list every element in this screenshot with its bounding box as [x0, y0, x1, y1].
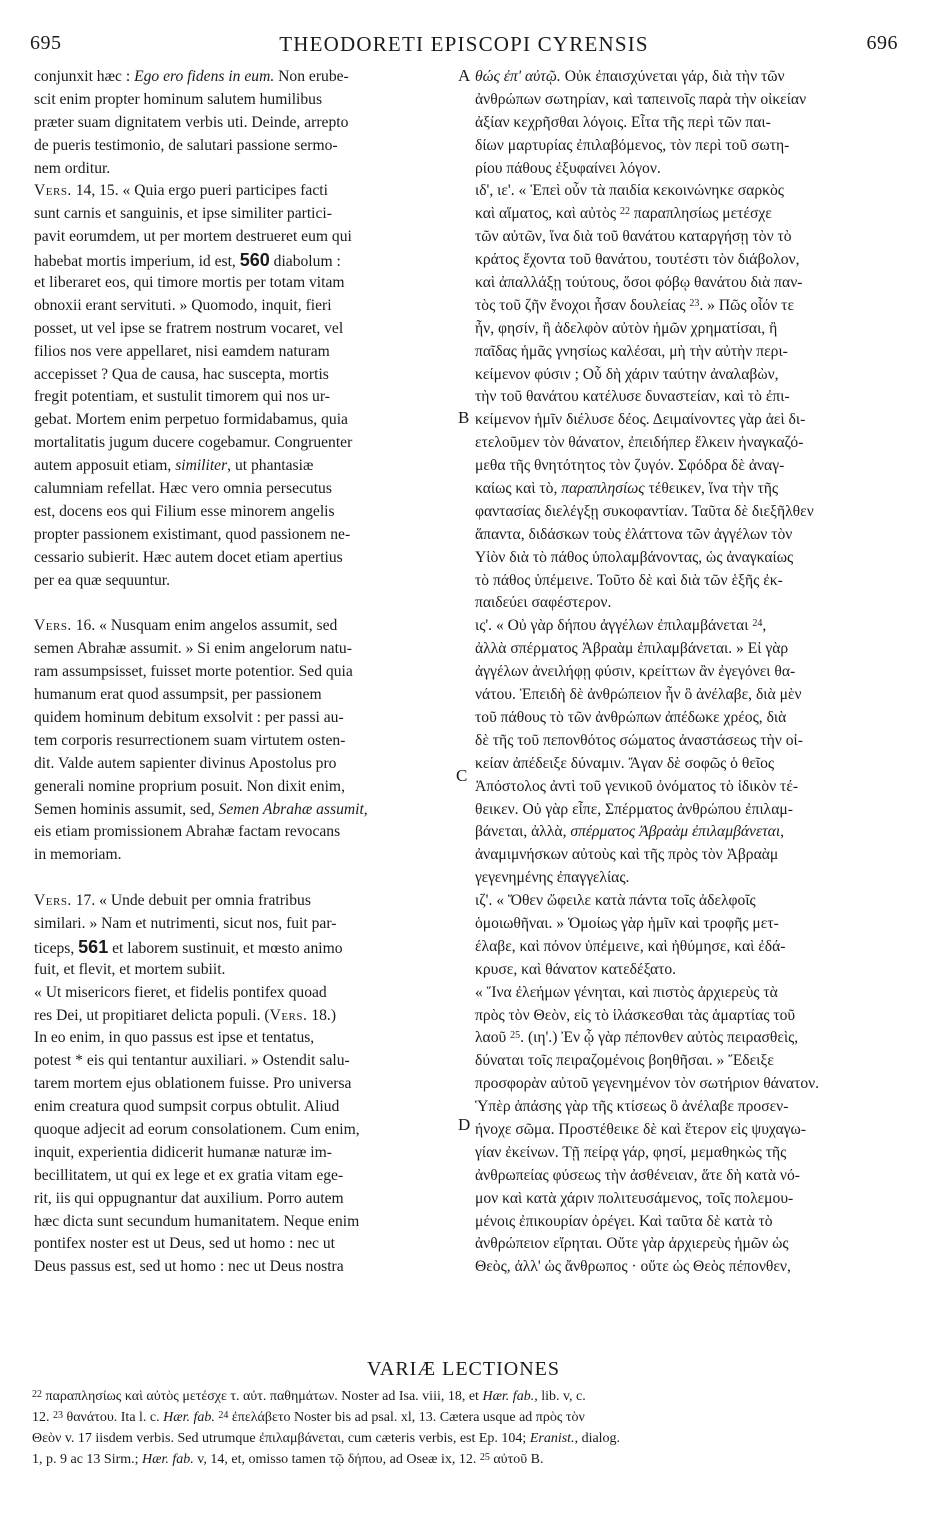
text-run: Θεὸν v. 17 iisdem verbis. Sed utrumque ἐπιλαμβάνεται, cum cæteris verbis, est Ep. 104; — [32, 1431, 530, 1446]
text-run: autem apposuit etiam, — [34, 457, 176, 475]
latin-line — [34, 821, 452, 844]
text-run: 18.) — [307, 1006, 337, 1024]
latin-line — [34, 959, 452, 982]
latin-line — [34, 776, 452, 799]
verse-label: Vers. — [269, 1006, 308, 1024]
greek-line — [475, 364, 895, 387]
text-run: ετελοῦμεν τὸν θάνατον, ἐπειδήπερ ἕλκειν ἠναγκαζό- — [475, 434, 804, 452]
text-run: καίως καὶ τὸ, — [475, 480, 562, 498]
greek-line — [475, 386, 895, 409]
greek-line — [475, 135, 895, 158]
variae-lectiones-notes — [32, 1386, 900, 1470]
greek-line — [475, 158, 895, 181]
text-run: 16. « Nusquam enim angelos assumit, sed — [71, 617, 338, 635]
text-run: nem orditur. — [34, 159, 111, 177]
variant-note-line — [32, 1386, 900, 1407]
text-run: καὶ ἀπαλλάξῃ τούτους, ὅσοι φόβῳ θανάτου διὰ παν- — [475, 274, 803, 292]
text-run: κράτος ἔχοντα τοῦ θανάτου, τουτέστι τὸν διάβολον, — [475, 251, 800, 269]
verse-label: Vers. — [34, 892, 72, 910]
latin-line — [34, 226, 452, 249]
latin-line — [34, 1027, 452, 1050]
greek-line — [475, 66, 895, 89]
text-run: ἅπαντα, διδάσκων τοὺς ἐλάττονα τῶν ἀγγέλων τὸν — [475, 525, 793, 543]
greek-line — [475, 638, 895, 661]
text-run: δίων μαρτυρίας ἐπιλαβόμενος, τὸν περὶ τοῦ σωτη- — [475, 136, 790, 154]
greek-line — [475, 1165, 895, 1188]
greek-line — [475, 89, 895, 112]
latin-line — [34, 638, 452, 661]
latin-line — [34, 158, 452, 181]
text-run: 17. « Unde debuit per omnia fratribus — [71, 892, 311, 910]
latin-line — [34, 1188, 452, 1211]
greek-line — [475, 570, 895, 593]
variae-lectiones-title: VARIÆ LECTIONES — [367, 1358, 560, 1380]
footnote-ref: 22 — [619, 206, 630, 218]
latin-line — [34, 364, 452, 387]
latin-line — [34, 1165, 452, 1188]
greek-line — [475, 959, 895, 982]
text-run: κείμενον ἡμῖν διέλυσε δέος. Δειμαίνοντες γὰρ ἀεὶ δι- — [475, 411, 806, 429]
greek-line — [475, 1005, 895, 1028]
text-run: ἀλλὰ σπέρματος Ἀβραὰμ ἐπιλαμβάνεται. » Εἰ γὰρ — [475, 640, 789, 658]
italic-text: παραπλησίως — [561, 480, 645, 498]
text-run: , ut phantasiæ — [227, 457, 314, 475]
text-run: μεθα τῆς θνητότητος τὸν ζυγόν. Σφόδρα δὲ ἀναγ- — [475, 457, 785, 475]
text-run: πρὸς τὸν Θεὸν, εἰς τὸ ἱλάσκεσθαι τὰς ἁμαρτίας τοῦ — [475, 1006, 796, 1024]
latin-line — [34, 707, 452, 730]
greek-line — [475, 867, 895, 890]
verse-label: Vers. — [34, 617, 72, 635]
italic-text: σπέρματος Ἀβραὰμ ἐπιλαμβάνεται, — [570, 823, 785, 841]
greek-line — [475, 1050, 895, 1073]
margin-letter-d: D — [458, 1115, 471, 1134]
latin-line — [34, 409, 452, 432]
text-run: Ὑπὲρ ἁπάσης γὰρ τῆς κτίσεως ὃ ἀνέλαβε προσεν- — [475, 1098, 789, 1116]
text-run: κείμενον φύσιν ; Οὗ δὴ χάριν ταύτην ἀναλαβὼν, — [475, 365, 779, 383]
latin-line — [34, 890, 452, 913]
text-run: ις'. « Οὐ γὰρ δήπου ἀγγέλων ἐπιλαμβάνεται — [475, 617, 753, 635]
footnote-ref: 24 — [218, 1410, 229, 1421]
migne-column-number: 561 — [78, 936, 109, 957]
greek-line — [475, 936, 895, 959]
greek-line — [475, 226, 895, 249]
latin-line — [34, 547, 452, 570]
text-run: ἀνθρώπειον εἴρηται. Οὔτε γὰρ ἀρχιερεὺς ἡμῶν ὡς — [475, 1235, 789, 1253]
text-run: ἀνθρώπων σωτηρίαν, καὶ ταπεινοῖς παρὰ τὴν οἰκείαν — [475, 90, 807, 108]
greek-line — [475, 524, 895, 547]
text-run: dit. Valde autem sapienter divinus Apostolus pro — [34, 754, 337, 772]
text-run: βάνεται, ἀλλὰ, — [475, 823, 571, 841]
greek-line — [475, 844, 895, 867]
greek-line — [475, 753, 895, 776]
text-run: ticeps, — [34, 939, 79, 957]
text-run: λαοῦ — [475, 1029, 511, 1047]
text-run: quoque adjecit ad eorum consolationem. Cum enim, — [34, 1120, 360, 1138]
greek-line — [475, 455, 895, 478]
latin-line — [34, 89, 452, 112]
text-run: μένοις ἐπικουρίαν ὀρέγει. Καὶ ταῦτα δὲ κατὰ τὸ — [475, 1212, 773, 1230]
text-run: θεικεν. Οὐ γὰρ εἶπε, Σπέρματος ἀνθρώπου ἐπιλαμ- — [475, 800, 793, 818]
text-run: becillitatem, ut qui ex lege et ex gratia vitam ege- — [34, 1166, 344, 1184]
text-run: sunt carnis et sanguinis, et ipse similiter partici- — [34, 205, 332, 223]
text-run: 14, 15. « Quia ergo pueri participes facti — [71, 182, 328, 200]
text-run: tarem mortem ejus oblationem fuisse. Pro universa — [34, 1075, 352, 1093]
text-run: έλαβε, καὶ πόνον ὑπέμεινε, καὶ ἠθύμησε, καὶ ἐδά- — [475, 937, 786, 955]
text-run: Deus passus est, sed ut homo : nec ut Deus nostra — [34, 1258, 344, 1276]
latin-line — [34, 341, 452, 364]
text-run: eis etiam promissionem Abrahæ factam revocans — [34, 823, 341, 841]
text-run: « Ut misericors fieret, et fidelis pontifex quoad — [34, 983, 327, 1001]
text-run: et laborem sustinuit, et mœsto animo — [108, 939, 343, 957]
greek-line — [475, 203, 895, 226]
latin-line — [34, 615, 452, 638]
greek-line — [475, 341, 895, 364]
greek-line — [475, 799, 895, 822]
greek-line — [475, 890, 895, 913]
latin-line — [34, 112, 452, 135]
text-run: fregit potentiam, et sustulit timorem qui nos ur- — [34, 388, 330, 406]
text-run: de pueris testimonio, de salutari passione sermo- — [34, 136, 338, 154]
text-run: inquit, experientia didicerit humanæ naturæ im- — [34, 1143, 332, 1161]
greek-line — [475, 547, 895, 570]
footnote-ref: 24 — [752, 618, 763, 630]
text-run: μον καὶ κατὰ χάριν πολιτευσάμενος, τοῖς πολεμου- — [475, 1189, 794, 1207]
text-run: semen Abrahæ assumit. » Si enim angelorum natu- — [34, 640, 352, 658]
page-number-right: 696 — [866, 32, 898, 54]
latin-line — [34, 180, 452, 203]
text-run: tem corporis resurrectionem suam virtutem osten- — [34, 731, 346, 749]
latin-line — [34, 524, 452, 547]
latin-line — [34, 753, 452, 776]
text-run: . » Πῶς οἷόν τε — [699, 296, 794, 314]
text-run: fuit, et flevit, et mortem subiit. — [34, 960, 226, 978]
italic-text: θώς ἐπ' αὐτῷ. — [475, 68, 561, 85]
greek-line — [475, 249, 895, 272]
page-number-left: 695 — [30, 32, 62, 54]
text-run: ὁμοιωθῆναι. » Ὁμοίως γὰρ ἡμῖν καὶ τροφῆς μετ- — [475, 914, 779, 932]
text-run: res Dei, ut propitiaret delicta populi. ( — [34, 1006, 270, 1024]
latin-line — [34, 982, 452, 1005]
greek-line — [475, 318, 895, 341]
greek-line — [475, 409, 895, 432]
latin-line — [34, 1050, 452, 1073]
greek-line — [475, 180, 895, 203]
text-run: Non erube- — [274, 68, 349, 85]
footnote-ref: 22 — [32, 1389, 42, 1400]
greek-line — [475, 112, 895, 135]
latin-line — [34, 570, 452, 593]
work-reference: Eranist. — [529, 1431, 575, 1446]
work-reference: Hær. fab. — [482, 1389, 535, 1404]
greek-line — [475, 478, 895, 501]
greek-line — [475, 684, 895, 707]
text-run: Ἀπόστολος ἀντὶ τοῦ γενικοῦ ὀνόματος τὸ ἰδικὸν τέ- — [475, 777, 799, 795]
text-run: habebat mortis imperium, id est, — [34, 253, 240, 271]
text-run: generali nomine proprium posuit. Non dixit enim, — [34, 777, 345, 795]
variant-note-line — [32, 1428, 900, 1449]
text-run: νάτου. Ἐπειδὴ δὲ ἀνθρώπειον ἦν ὃ ἀνέλαβε, διὰ μὲν — [475, 686, 802, 704]
text-run: τοῦ πάθους τὸ τῶν ἀνθρώπων ἀπέδωκε χρέος, διὰ — [475, 708, 787, 726]
text-run: accepisset ? Qua de causa, hac suscepta, mortis — [34, 365, 329, 383]
latin-line — [34, 318, 452, 341]
latin-line — [34, 478, 452, 501]
page-header — [30, 32, 898, 62]
latin-line — [34, 1256, 452, 1279]
variant-note-line — [32, 1407, 900, 1428]
greek-line — [475, 1233, 895, 1256]
text-run: conjunxit hæc : — [34, 68, 135, 85]
text-run: pavit eorumdem, ut per mortem destrueret eum qui — [34, 228, 352, 246]
text-run: scit enim propter hominum salutem humilibus — [34, 90, 323, 108]
text-run: ἐπελάβετο Noster bis ad psal. xl, 13. Cætera usque ad πρὸς τὸν — [228, 1410, 585, 1425]
latin-line — [34, 386, 452, 409]
text-run: 12. — [32, 1410, 53, 1425]
greek-line — [475, 272, 895, 295]
text-run: ιζ'. « Ὅθεν ὤφειλε κατὰ πάντα τοῖς ἀδελφοῖς — [475, 892, 756, 910]
latin-line — [34, 1005, 452, 1028]
text-run: . (ιη'.) Ἐν ᾧ γὰρ πέπονθεν αὐτὸς πειρασθεὶς, — [520, 1029, 799, 1047]
latin-line — [34, 936, 452, 959]
latin-line — [34, 249, 452, 272]
greek-line — [475, 1188, 895, 1211]
text-run: cessario subierit. Hæc autem docet etiam apertius — [34, 548, 343, 566]
text-run: ήνοχε σῶμα. Προστέθεικε δὲ καὶ ἕτερον εἰς ψυχαγω- — [475, 1120, 807, 1138]
text-run: παραπλησίως μετέσχε — [629, 205, 772, 223]
text-run: potest * eis qui tentantur auxiliari. » Ostendit salu- — [34, 1052, 350, 1070]
latin-line — [34, 135, 452, 158]
text-run: θανάτου. Ita l. c. — [63, 1410, 164, 1425]
text-run: τὸς τοῦ ζῆν ἔνοχοι ἦσαν δουλείας — [475, 296, 690, 314]
work-reference: Hær. fab. — [163, 1410, 215, 1425]
migne-column-number: 560 — [239, 250, 270, 271]
text-run: et liberaret eos, qui timore mortis per totam vitam — [34, 274, 345, 292]
text-run: αὐτοῦ B. — [489, 1452, 544, 1467]
text-run: humanum erat quod assumpsit, per passionem — [34, 686, 322, 704]
latin-line — [34, 432, 452, 455]
work-reference: Hær. fab. — [142, 1452, 194, 1467]
margin-letter-c: C — [456, 766, 468, 785]
latin-line — [34, 661, 452, 684]
latin-line — [34, 730, 452, 753]
text-run: ἀγγέλων ἀνειλήφῃ φύσιν, κρείττων ἂν ἐγεγόνει θα- — [475, 663, 796, 681]
text-run: δύναται τοῖς πειραζομένοις βοηθῆσαι. » Ἔδειξε — [475, 1052, 774, 1070]
latin-line — [34, 1211, 452, 1234]
variant-note-line — [32, 1449, 900, 1470]
text-run: calumniam refellat. Hæc vero omnia persecutus — [34, 480, 332, 498]
text-run: in memoriam. — [34, 846, 122, 864]
text-run: , — [762, 617, 767, 635]
text-run: ἀξίαν κεχρῆσθαι λόγοις. Εἶτα τῆς περὶ τῶν παι- — [475, 113, 771, 131]
text-run: « Ἵνα ἐλεήμων γένηται, καὶ πιστὸς ἀρχιερεὺς τὰ — [475, 983, 778, 1001]
latin-line — [34, 295, 452, 318]
text-run: diabolum : — [269, 253, 341, 271]
text-run: In eo enim, in quo passus est ipse et tentatus, — [34, 1029, 315, 1047]
running-title: THEODORETI EPISCOPI CYRENSIS — [279, 32, 649, 56]
text-run: τὸ πάθος ὑπέμεινε. Τοῦτο δὲ καὶ διὰ τῶν ἑξῆς ἐκ- — [475, 571, 783, 589]
latin-line — [34, 455, 452, 478]
footnote-ref: 23 — [53, 1410, 63, 1421]
greek-line — [475, 1096, 895, 1119]
text-run: Θεὸς, ἀλλ' ὡς ἄνθρωπος · οὔτε ὡς Θεὸς πέπονθεν, — [475, 1258, 791, 1276]
italic-text: Ego ero fidens in eum. — [134, 68, 275, 85]
text-run: gebat. Mortem enim perpetuo formidabamus, quia — [34, 411, 348, 429]
text-run: est, docens eos qui Filium esse minorem angelis — [34, 502, 335, 520]
verse-label: Vers. — [34, 182, 72, 200]
greek-line — [475, 1142, 895, 1165]
text-run: Υἱὸν διὰ τὸ πάθος ὑπολαμβάνοντας, ὡς ἀναγκαίως — [475, 548, 794, 566]
text-run: ἦν, φησίν, ἢ ἀδελφὸν αὐτὸν ἡμῶν χρηματίσαι, ἢ — [475, 319, 778, 337]
text-run: similari. » Nam et nutrimenti, sicut nos, fuit par- — [34, 914, 337, 932]
greek-line — [475, 1073, 895, 1096]
text-run: καὶ αἵματος, καὶ αὐτὸς — [475, 205, 620, 223]
text-run: præter suam dignitatem verbis uti. Deinde, arrepto — [34, 113, 349, 131]
greek-line — [475, 982, 895, 1005]
greek-column — [475, 66, 895, 1279]
latin-line — [34, 844, 452, 867]
latin-line — [34, 272, 452, 295]
latin-line — [34, 1119, 452, 1142]
text-run: , lib. v, c. — [534, 1389, 586, 1404]
greek-line — [475, 913, 895, 936]
greek-line — [475, 1211, 895, 1234]
text-run: propter passionem existimant, quod passionem ne- — [34, 525, 351, 543]
text-run: ἀνθρωπείας φύσεως τὴν ἀσθένειαν, ἅτε δὴ κατὰ νό- — [475, 1166, 800, 1184]
latin-line — [34, 1233, 452, 1256]
latin-line — [34, 1142, 452, 1165]
text-run: κρυσε, καὶ θάνατον κατεδέξατο. — [475, 960, 677, 978]
greek-line — [475, 1027, 895, 1050]
text-run: τῶν αὐτῶν, ἵνα διὰ τοῦ θανάτου καταργήσῃ τὸν τὸ — [475, 228, 792, 246]
greek-line — [475, 661, 895, 684]
italic-text: similiter — [175, 457, 228, 475]
text-run: Semen hominis assumit, sed, — [34, 800, 219, 818]
greek-line — [475, 776, 895, 799]
greek-line — [475, 730, 895, 753]
text-run: Οὐκ ἐπαισχύνεται γάρ, διὰ τὴν τῶν — [560, 68, 785, 85]
latin-line — [34, 203, 452, 226]
text-run: , dialog. — [574, 1431, 621, 1446]
text-run: quidem hominum debitum exsolvit : per passi au- — [34, 708, 344, 726]
latin-line — [34, 501, 452, 524]
text-run: ἀναμιμνήσκων αὐτοὺς καὶ τῆς πρὸς τὸν Ἀβραὰμ — [475, 846, 779, 864]
text-run: τέθεικεν, ἵνα τὴν τῆς — [644, 480, 779, 498]
text-run: προσφορὰν αὐτοῦ γεγενημένον τὸν σωτήριον θάνατον. — [475, 1075, 820, 1093]
text-run: ρίου πάθους ἐξυφαίνει λόγον. — [475, 159, 661, 177]
latin-column — [34, 66, 452, 1279]
greek-line — [475, 821, 895, 844]
text-run: obnoxii erant servituti. » Quomodo, inquit, fieri — [34, 296, 332, 314]
latin-line — [34, 66, 452, 89]
footnote-ref: 25 — [510, 1030, 521, 1042]
text-run: 1, p. 9 ac 13 Sirm.; — [32, 1452, 143, 1467]
latin-line — [34, 799, 452, 822]
text-run: γεγενημένης ἐπαγγελίας. — [475, 869, 630, 887]
text-run: γίαν ἐκείνων. Τῇ πείρᾳ γάρ, φησί, μεμαθηκὼς τῆς — [475, 1143, 787, 1161]
text-run: κείαν ἀπέδειξε δύναμιν. Ἄγαν δὲ σοφῶς ὁ θεῖος — [475, 754, 775, 772]
text-run: δὲ τῆς τοῦ πεπονθότος σώματος ἀναστάσεως τὴν οἰ- — [475, 731, 803, 749]
greek-line — [475, 615, 895, 638]
paragraph-gap — [34, 867, 452, 890]
latin-line — [34, 1073, 452, 1096]
greek-line — [475, 432, 895, 455]
greek-line — [475, 501, 895, 524]
paragraph-gap — [34, 592, 452, 615]
margin-letter-b: B — [458, 408, 470, 427]
text-run: παῖδας ἡμᾶς γνησίως καλέσαι, μὴ τὴν αὐτὴν περι- — [475, 342, 788, 360]
footnote-ref: 25 — [479, 1452, 490, 1463]
text-run: mortalitatis jugum ducere cogebamur. Congruenter — [34, 434, 353, 452]
text-run: τὴν τοῦ θανάτου κατέλυσε δυναστείαν, καὶ τὸ ἐπι- — [475, 388, 790, 406]
text-run: posset, ut vel ipse se fratrem nostrum vocaret, vel — [34, 319, 344, 337]
text-run: pontifex noster est ut Deus, sed ut homo : nec ut — [34, 1235, 335, 1253]
greek-line — [475, 295, 895, 318]
italic-text: Semen Abrahæ assumit, — [218, 800, 368, 818]
text-run: παραπλησίως καὶ αὐτὸς μετέσχε τ. αὐτ. παθημάτων. Noster ad Isa. viii, 18, et — [42, 1389, 483, 1404]
greek-line — [475, 592, 895, 615]
greek-line — [475, 1119, 895, 1142]
text-run: v, 14, et, omisso tamen τῷ δήπου, ad Oseæ ix, 12. — [193, 1452, 480, 1467]
text-run: filios nos vere appellaret, nisi eamdem naturam — [34, 342, 330, 360]
text-run: φαντασίας διελέγξῃ συκοφαντίαν. Ταῦτα δὲ διεξῆλθεν — [475, 502, 814, 520]
text-run: rit, iis qui oppugnantur dat auxilium. Porro autem — [34, 1189, 344, 1207]
footnote-ref: 23 — [689, 297, 700, 309]
text-run: ram assumpsisset, fuisset morte potentior. Sed quia — [34, 663, 353, 681]
latin-line — [34, 913, 452, 936]
margin-letter-a: A — [458, 66, 471, 85]
latin-line — [34, 684, 452, 707]
text-run: hæc dicta sunt secundum humanitatem. Neque enim — [34, 1212, 360, 1230]
greek-line — [475, 1256, 895, 1279]
latin-line — [34, 1096, 452, 1119]
greek-line — [475, 707, 895, 730]
text-run: enim creatura quod sumpsit corpus obtulit. Aliud — [34, 1098, 340, 1116]
text-run: παιδεύει σαφέστερον. — [475, 594, 612, 612]
text-run: ιδ', ιε'. « Ἐπεὶ οὖν τὰ παιδία κεκοινώνηκε σαρκὸς — [475, 182, 784, 200]
text-run: per ea quæ sequuntur. — [34, 571, 170, 589]
